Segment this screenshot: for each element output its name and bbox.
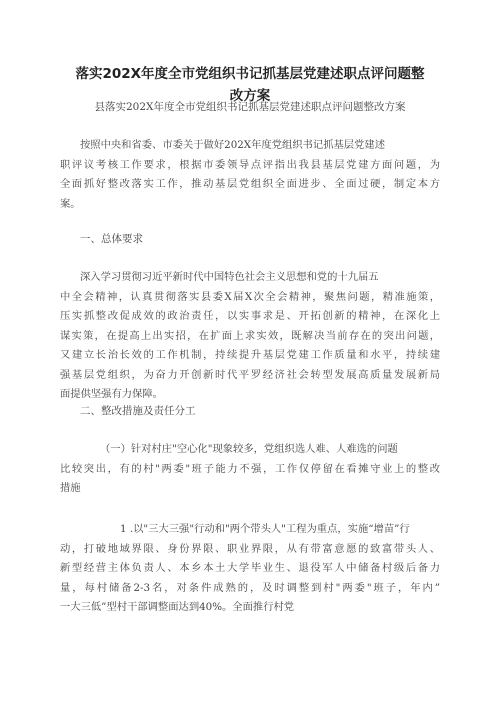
intro-line: 按照中央和省委、市委关于做好202X年度党组织书记抓基层党建述 <box>80 139 385 151</box>
section-1-line: 压实抓整改促成效的政治责任，以实事求是、开拓创新的精神，在深化上 <box>60 310 440 322</box>
intro-paragraph <box>60 136 440 214</box>
item-1-line: 1 .以"三大三强"行动和"两个带头人"工程为重点，实施“增苗”行 <box>120 523 410 535</box>
subsection-1-line: 措施 <box>60 482 81 494</box>
title-line-1: 落实202X年度全市党组织书记抓基层党建述职点评问题整 <box>75 66 425 82</box>
section-1-line: 面提供坚强有力保障。 <box>60 388 163 400</box>
item-1-line: 动，打破地域界限、身份界限、职业界限，从有带富意愿的致富带头人、 <box>60 542 440 555</box>
section-1-line: 深入学习贯彻习近平新时代中国特色社会主义思想和党的十九届五 <box>80 271 379 283</box>
item-1-paragraph <box>60 520 440 618</box>
item-1-line: 一大三低”型村干部调整面达到40%。全面推行村党 <box>60 601 295 613</box>
title-line-2: 改方案 <box>229 88 271 104</box>
section-1-line: 又建立长治长效的工作机制，持续提升基层党建工作质量和水平，持续建 <box>60 349 440 361</box>
section-1-line: 强基层党组织，为奋力开创新时代平罗经济社会转型发展高质量发展新局 <box>60 368 440 381</box>
document-subtitle: 县落实202X年度全市党组织书记抓基层党建述职点评问题整改方案 <box>94 101 406 113</box>
subsection-1-line: （一）针对村庄"空心化"现象较多，党组织选人难、人难选的问题 <box>100 443 398 455</box>
intro-line: 职评议考核工作要求，根据市委领导点评指出我县基层党建方面问题，为 <box>60 158 440 171</box>
subsection-1-paragraph <box>60 440 440 499</box>
section-1-heading: 一、总体要求 <box>80 233 143 245</box>
item-1-line: 量，每村储备2-3名，对条件成熟的，及时调整到村"两委"班子，年内” <box>60 581 440 594</box>
section-1-line: 谋实策，在提高上出实招，在扩面上求实效，既解决当前存在的突出问题， <box>60 329 440 342</box>
subsection-1-line: 比较突出，有的村"两委"班子能力不强，工作仅停留在看摊守业上的整改 <box>60 462 440 475</box>
intro-line: 全面抓好整改落实工作，推动基层党组织全面进步、全面过硬，制定本方 <box>60 178 440 190</box>
item-1-line: 新型经营主体负责人、本乡本土大学毕业生、退役军人中储备村级后备力 <box>60 562 440 574</box>
section-1-line: 中全会精神，认真贯彻落实县委X届X次全会精神，聚焦问题，精准施策， <box>60 290 440 303</box>
section-2-heading: 二、整改措施及责任分工 <box>80 405 196 417</box>
intro-line: 案。 <box>60 197 81 210</box>
section-1-paragraph <box>60 268 440 405</box>
